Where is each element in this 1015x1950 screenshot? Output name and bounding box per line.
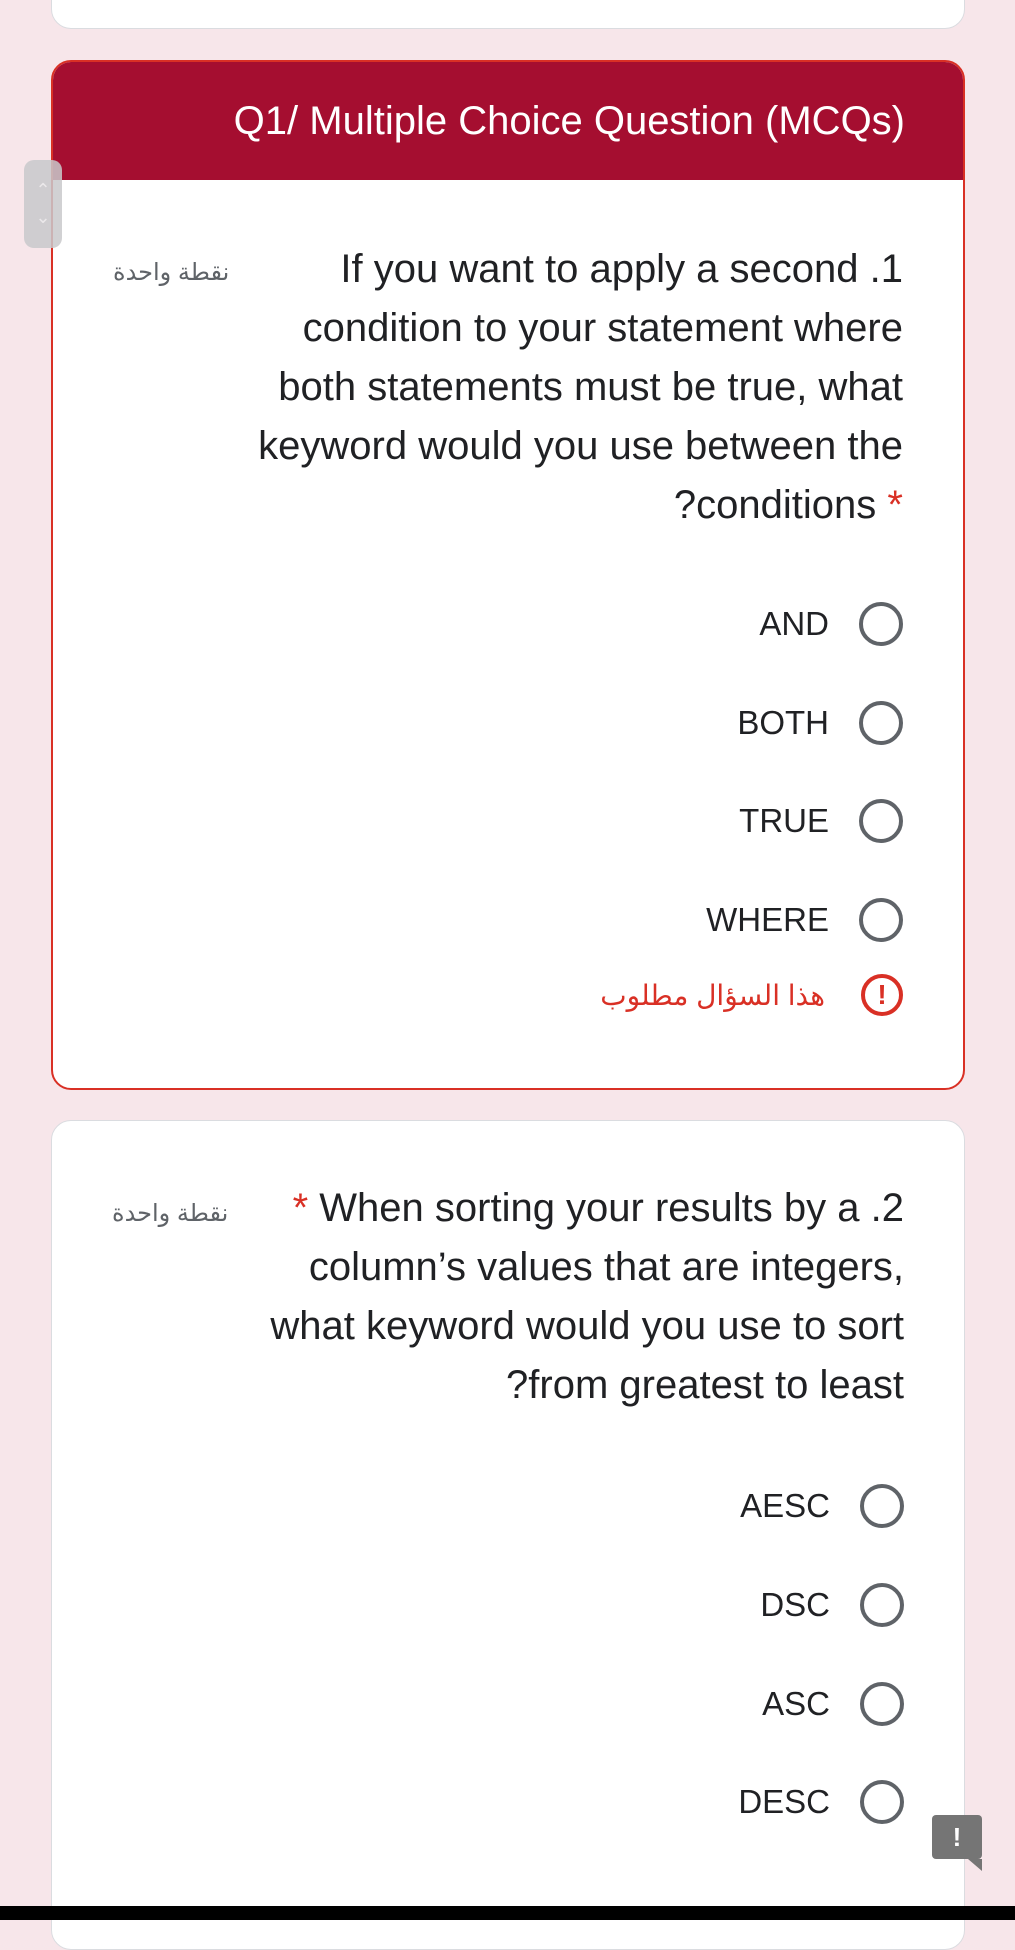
radio-button[interactable] [860, 1484, 904, 1528]
question-points: نقطة واحدة [112, 1200, 229, 1227]
chevron-down-icon[interactable]: ⌄ [35, 207, 51, 227]
feedback-icon: ! [952, 1821, 962, 1852]
option-label: AESC [740, 1487, 830, 1524]
option-where[interactable] [706, 890, 903, 950]
question-card-1 [51, 60, 965, 1090]
chevron-up-icon[interactable]: ⌃ [35, 180, 51, 200]
feedback-button[interactable] [932, 1815, 982, 1859]
radio-button[interactable] [859, 898, 903, 942]
previous-card [51, 0, 965, 29]
question-points: نقطة واحدة [113, 259, 230, 286]
question-text: When sorting your results by a .2 column’s values that are integers, what keyword would you use to sort ?from greatest to least [270, 1186, 904, 1407]
option-asc[interactable] [762, 1674, 904, 1734]
option-and[interactable] [759, 594, 903, 654]
scroll-handle[interactable] [24, 160, 62, 248]
option-label: WHERE [706, 901, 829, 938]
navigation-bar [0, 1906, 1015, 1920]
section-title: Q1/ Multiple Choice Question (MCQs) [233, 98, 905, 143]
option-label: DSC [760, 1586, 830, 1623]
question-text: If you want to apply a second .1 condition to your statement where both statements must be true, what keyword would you use between the ?conditions [258, 247, 903, 527]
option-label: TRUE [739, 802, 829, 839]
radio-button[interactable] [859, 799, 903, 843]
section-header [53, 62, 963, 180]
required-marker: * [887, 483, 903, 527]
required-error [600, 974, 903, 1016]
required-marker: * [292, 1186, 309, 1230]
radio-button[interactable] [859, 602, 903, 646]
option-desc[interactable] [738, 1772, 904, 1832]
error-message: هذا السؤال مطلوب [600, 979, 825, 1011]
question-title [244, 1179, 904, 1415]
question-title [243, 240, 903, 535]
radio-button[interactable] [860, 1780, 904, 1824]
option-aesc[interactable] [740, 1476, 904, 1536]
option-dsc[interactable] [760, 1575, 904, 1635]
option-true[interactable] [739, 791, 903, 851]
radio-button[interactable] [860, 1583, 904, 1627]
option-label: AND [759, 605, 829, 642]
question-card-2 [51, 1120, 965, 1950]
error-icon: ! [861, 974, 903, 1016]
option-both[interactable] [737, 693, 903, 753]
radio-button[interactable] [859, 701, 903, 745]
radio-button[interactable] [860, 1682, 904, 1726]
option-label: ASC [762, 1685, 830, 1722]
option-label: BOTH [737, 704, 829, 741]
option-label: DESC [738, 1783, 830, 1820]
